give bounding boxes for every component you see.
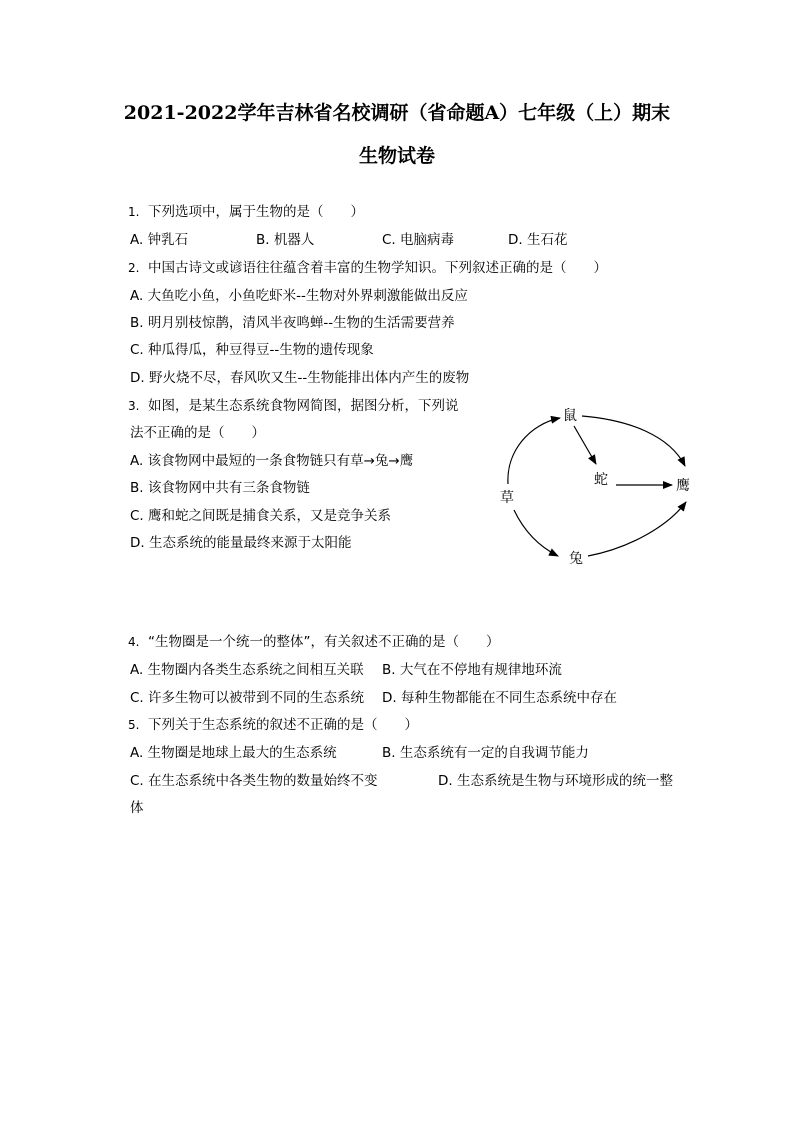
question-2-option-d: D. 野火烧不尽，春风吹又生--生物能排出体内产生的废物 (130, 370, 470, 386)
arrow-mouse-to-snake (574, 426, 596, 464)
question-3-stem-line-2: 法不正确的是（ ） (130, 425, 265, 441)
node-snake: 蛇 (594, 472, 608, 488)
question-1-option-b: B. 机器人 (256, 232, 315, 248)
question-5-option-b: B. 生态系统有一定的自我调节能力 (382, 745, 589, 761)
question-1-option-d: D. 生石花 (508, 232, 568, 248)
question-5-option-a: A. 生物圈是地球上最大的生态系统 (130, 745, 337, 761)
arrow-grass-to-mouse (508, 418, 560, 484)
question-4-option-d: D. 每种生物都能在不同生态系统中存在 (382, 690, 617, 706)
question-4-stem (128, 633, 500, 651)
node-mouse: 鼠 (563, 408, 577, 424)
question-1-option-a: A. 钟乳石 (130, 232, 189, 248)
node-rabbit: 兔 (569, 551, 583, 567)
question-3-option-c: C. 鹰和蛇之间既是捕食关系，又是竞争关系 (130, 508, 392, 524)
exam-title-line-2: 生物试卷 (358, 145, 435, 167)
question-1-stem (128, 203, 364, 221)
question-2-text: 中国古诗文或谚语往往蕴含着丰富的生物学知识。下列叙述正确的是（ ） (148, 260, 607, 276)
question-4-number: 4. (128, 635, 140, 649)
question-5-option-d: D. 生态系统是生物与环境形成的统一整 (438, 773, 673, 789)
question-2-number: 2. (128, 261, 140, 275)
question-1-number: 1. (128, 205, 140, 219)
arrow-mouse-to-hawk (582, 416, 685, 466)
question-2-stem (128, 259, 607, 277)
question-5-text: 下列关于生态系统的叙述不正确的是（ ） (148, 717, 418, 733)
arrow-grass-to-rabbit (514, 510, 558, 556)
question-3-stem-line-1 (128, 397, 459, 415)
question-2-option-b: B. 明月别枝惊鹊，清风半夜鸣蝉--生物的生活需要营养 (130, 315, 455, 331)
question-5-stem (128, 716, 418, 734)
arrow-rabbit-to-hawk (588, 502, 686, 556)
question-5-option-c: C. 在生态系统中各类生物的数量始终不变 (130, 773, 378, 789)
question-3-option-d: D. 生态系统的能量最终来源于太阳能 (130, 535, 352, 551)
question-3-text-1: 如图，是某生态系统食物网简图，据图分析，下列说 (148, 398, 459, 414)
food-web-diagram (490, 396, 710, 576)
question-5-option-d-continued: 体 (130, 800, 144, 816)
question-4-option-b: B. 大气在不停地有规律地环流 (382, 662, 562, 678)
question-2-option-c: C. 种瓜得瓜，种豆得豆--生物的遗传现象 (130, 342, 374, 358)
question-2-option-a: A. 大鱼吃小鱼，小鱼吃虾米--生物对外界刺激能做出反应 (130, 288, 468, 304)
question-4-text: “生物圈是一个统一的整体”，有关叙述不正确的是（ ） (148, 634, 500, 650)
question-1-text: 下列选项中，属于生物的是（ ） (148, 204, 364, 220)
question-3-option-b: B. 该食物网中共有三条食物链 (130, 480, 310, 496)
question-1-option-c: C. 电脑病毒 (382, 232, 455, 248)
exam-title-line-1: 2021-2022学年吉林省名校调研（省命题A）七年级（上）期末 (123, 102, 671, 124)
question-4-option-c: C. 许多生物可以被带到不同的生态系统 (130, 690, 365, 706)
question-4-option-a: A. 生物圈内各类生态系统之间相互关联 (130, 662, 364, 678)
question-3-option-a: A. 该食物网中最短的一条食物链只有草→兔→鹰 (130, 453, 414, 469)
node-hawk: 鹰 (676, 478, 690, 494)
question-3-number: 3. (128, 399, 140, 413)
node-grass: 草 (500, 490, 514, 506)
question-5-number: 5. (128, 718, 140, 732)
